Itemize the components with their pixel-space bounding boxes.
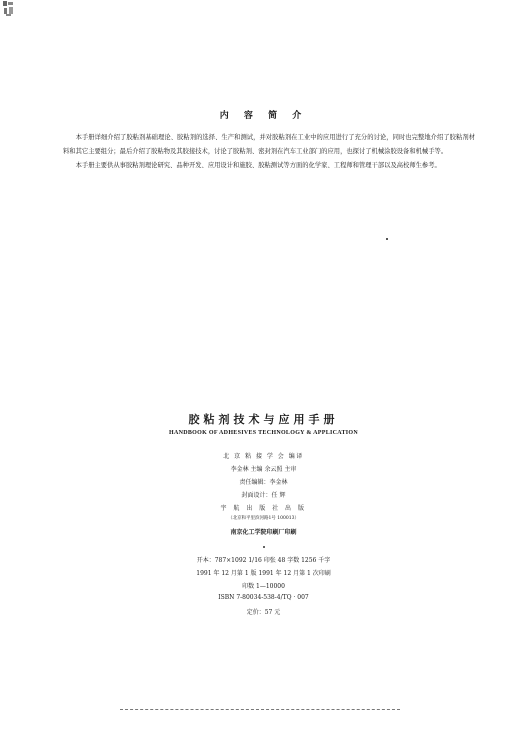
book-title-english: HANDBOOK OF ADHESIVES TECHNOLOGY & APPLICATION (169, 430, 358, 436)
edition-line: 1991 年 12 月第 1 版 1991 年 12 月第 1 次印刷 (196, 570, 331, 577)
credits-block (0, 451, 527, 539)
isbn-line: ISBN 7-80034-538-4/TQ · 007 (218, 594, 309, 601)
abstract-paragraph: 本手册主要供从事胶粘剂理论研究、品种开发、应用设计和施胶、胶粘测试等方面的化学家、工程师和管理干部以及高校师生参考。 (75, 162, 441, 169)
scan-speck (386, 238, 388, 240)
cover-design-line: 封面设计：任 辉 (241, 492, 286, 499)
imprint-block (0, 555, 527, 620)
print-run-line: 印数 1—10000 (242, 583, 285, 590)
book-title: 胶粘剂技术与应用手册 (188, 413, 339, 426)
editors-line: 李金林 主编 余云照 主审 (230, 466, 297, 473)
bottom-scan-line (120, 709, 400, 710)
price-line: 定价：57 元 (246, 609, 281, 616)
separator-dot (263, 546, 265, 548)
responsible-editor-line: 责任编辑：李金林 (239, 479, 288, 486)
section-title: 内 容 简 介 (219, 111, 308, 121)
abstract-paragraph: 本手册详细介绍了胶粘剂基础理论、胶粘剂的选择、生产和测试，并对胶粘剂在工业中的应用进行了充分的讨论，同时也完整地介绍了胶粘剂材料和其它主要组分；最后介绍了胶粘物及其胶接技术，讨论了胶粘剂、密封剂在汽车工业部门的应用，也探讨了机械涂胶设备和机械手等。 (63, 134, 475, 155)
publisher-address-line: （北京和平里滨河路1号 100013） (228, 516, 299, 521)
corner-scan-mark-icon (2, 0, 16, 18)
publisher-line: 宇 航 出 版 社 出 版 (220, 505, 307, 512)
printer-line: 南京化工学院印刷厂印刷 (230, 529, 297, 536)
abstract-text (63, 131, 475, 173)
compiler-line: 北 京 粘 接 学 会 编译 (223, 453, 304, 460)
format-line: 开本：787×1092 1/16 印张 48 字数 1256 千字 (196, 557, 331, 564)
